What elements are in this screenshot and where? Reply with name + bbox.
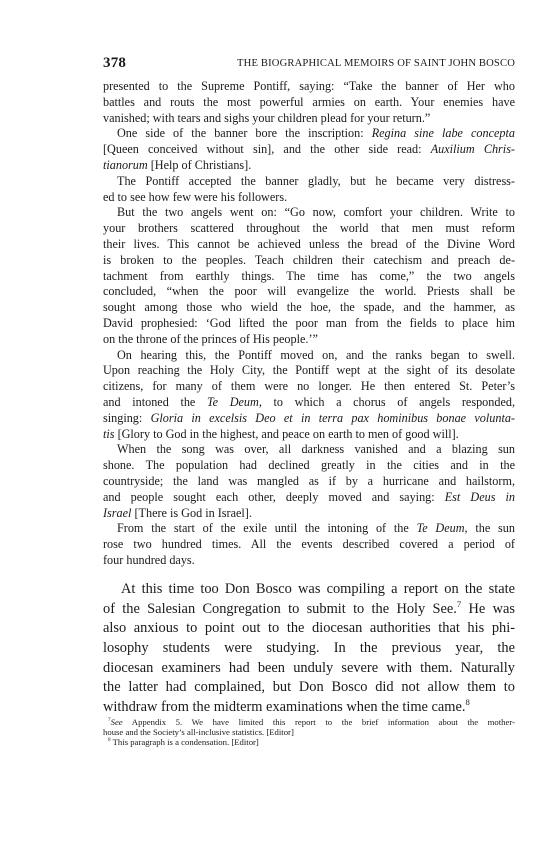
text-line (103, 237, 515, 253)
text-span: your brothers scattered throughout the world that men must reform (103, 221, 515, 236)
text-line (103, 95, 515, 111)
text-span: singing: (103, 410, 151, 425)
text-line (103, 111, 515, 127)
italic-text: tis (103, 426, 115, 441)
main-paragraph (103, 580, 515, 718)
text-line (103, 678, 515, 698)
text-line (103, 698, 515, 718)
text-line (103, 474, 515, 490)
text-line (103, 506, 515, 522)
text-span: At this time too Don Bosco was compiling a report on the state (121, 581, 515, 597)
text-line (103, 205, 515, 221)
text-line (103, 348, 515, 364)
italic-text: Est Deus in (444, 489, 515, 504)
text-span: [Help of Christians]. (147, 157, 252, 172)
text-span: From the start of the exile until the intoning of the (117, 521, 417, 536)
text-span: ed to see how few were his followers. (103, 189, 288, 204)
italic-text: Auxilium Chris- (430, 142, 515, 157)
text-line (103, 332, 515, 348)
italic-text: Te Deum, (416, 521, 468, 536)
text-span: One side of the banner bore the inscription: (117, 126, 372, 141)
page-number: 378 (103, 55, 127, 71)
text-line (103, 316, 515, 332)
text-line (103, 126, 515, 142)
text-span: losophy students were studying. In the previous year, the (103, 640, 515, 657)
footnote-marker: 8 (108, 737, 111, 744)
text-span: shone. The population had declined greatly in the cities and in the (103, 458, 515, 473)
text-span: citizens, for many of them were no longer. He then entered St. Peter’s (103, 379, 515, 394)
text-span: countryside; the land was mangled as if by a hurricane and hailstorm, (103, 473, 515, 488)
italic-text: Gloria in excelsis Deo et in terra pax hominibus bonae volunta- (150, 410, 515, 425)
text-line (103, 537, 515, 553)
page-header (103, 55, 515, 75)
text-span: withdraw from the midterm examinations when the time came. (103, 699, 466, 716)
footnote-marker: 7 (108, 717, 111, 724)
text-span: But the two angels went on: “Go now, comfort your children. Write to (117, 205, 515, 220)
text-span: The Pontiff accepted the banner gladly, but he became very distress- (117, 173, 515, 188)
text-span: [Queen conceived without sin], and the other side read: (103, 142, 431, 157)
text-line (103, 253, 515, 269)
text-span: He was (461, 600, 515, 617)
text-line (103, 553, 515, 569)
text-span: Appendix 5. We have limited this report to the brief information about the mother- (122, 717, 515, 727)
text-span: presented to the Supreme Pontiff, saying: “Take the banner of Her who (103, 79, 515, 93)
text-line (103, 600, 515, 620)
text-line (103, 379, 515, 395)
text-line (103, 142, 515, 158)
text-line (103, 269, 515, 285)
text-span: is broken to the peoples. Teach children their catechism and preach de- (103, 252, 515, 267)
text-span: vanished; with tears and sighs your children plead for your return.” (103, 110, 431, 125)
text-line (103, 442, 515, 458)
text-line (103, 363, 515, 379)
italic-text: Te Deum, (207, 394, 262, 409)
text-line (103, 427, 515, 443)
text-span: Upon reaching the Holy City, the Pontiff wept at the sight of its desolate (103, 363, 515, 378)
text-line (103, 639, 515, 659)
footnote-marker: 7 (456, 599, 462, 609)
text-line (103, 490, 515, 506)
text-line (103, 395, 515, 411)
text-span: also anxious to point out to the diocesan authorities that his phi- (103, 620, 515, 637)
text-span: On hearing this, the Pontiff moved on, and the ranks began to swell. (117, 347, 515, 362)
text-line (103, 158, 515, 174)
italic-text: Regina sine labe concepta (371, 126, 515, 141)
footnote-line (103, 727, 515, 737)
footnote-marker: 8 (465, 698, 470, 708)
text-span: David prophesied: ‘God lifted the poor man from the fields to place him (103, 315, 515, 330)
text-line (103, 411, 515, 427)
text-line (103, 174, 515, 190)
text-span: house and the Society’s all-inclusive statistics. [Editor] (103, 727, 294, 737)
text-span: concluded, “when the poor will evangelize the world. Priests shall be (103, 284, 515, 299)
text-span: battles and routs the most powerful armies on earth. Your enemies have (103, 94, 515, 109)
running-head: THE BIOGRAPHICAL MEMOIRS OF SAINT JOHN BOSCO (237, 58, 515, 69)
footnotes (103, 717, 515, 747)
italic-text: tianorum (103, 157, 148, 172)
text-span: on the throne of the princes of His people.’” (103, 331, 318, 346)
text-span: and intoned the (103, 394, 207, 409)
text-span: [Glory to God in the highest, and peace on earth to men of good will]. (114, 426, 459, 441)
text-line (103, 221, 515, 237)
text-span: sought among those who wield the hoe, the spade, and the hammer, as (103, 300, 515, 315)
text-span: four hundred days. (103, 552, 195, 567)
text-line (103, 284, 515, 300)
italic-text: See (110, 717, 123, 727)
text-span: the sun (467, 521, 515, 536)
text-span: tachment from earthly things. The time has come,” the two angels (103, 268, 515, 283)
text-span: diocesan examiners had been unduly severe with them. Naturally (103, 659, 515, 676)
text-span: When the song was over, all darkness vanished and a blazing sun (117, 442, 515, 457)
text-line (103, 659, 515, 679)
text-line (103, 300, 515, 316)
dream-narrative-text (103, 79, 515, 569)
text-span: [There is God in Israel]. (131, 505, 252, 520)
text-span: of the Salesian Congregation to submit to the Holy See. (103, 600, 457, 617)
text-span: rose two hundred times. All the events described covered a period of (103, 537, 515, 552)
footnote-line (103, 717, 515, 727)
text-line (103, 79, 515, 95)
text-span: to which a chorus of angels responded, (261, 394, 515, 409)
italic-text: Israel (103, 505, 132, 520)
text-line (103, 619, 515, 639)
footnote-line (103, 737, 515, 747)
text-line (103, 521, 515, 537)
text-span: and people sought each other, deeply moved and saying: (103, 489, 445, 504)
text-span: the latter had complained, but Don Bosco did not allow them to (103, 679, 515, 696)
text-line (103, 190, 515, 206)
text-span: their lives. This cannot be achieved unless the bread of the Divine Word (103, 236, 515, 251)
text-span: This paragraph is a condensation. [Editor] (110, 737, 259, 747)
text-line (103, 580, 515, 600)
text-line (103, 458, 515, 474)
